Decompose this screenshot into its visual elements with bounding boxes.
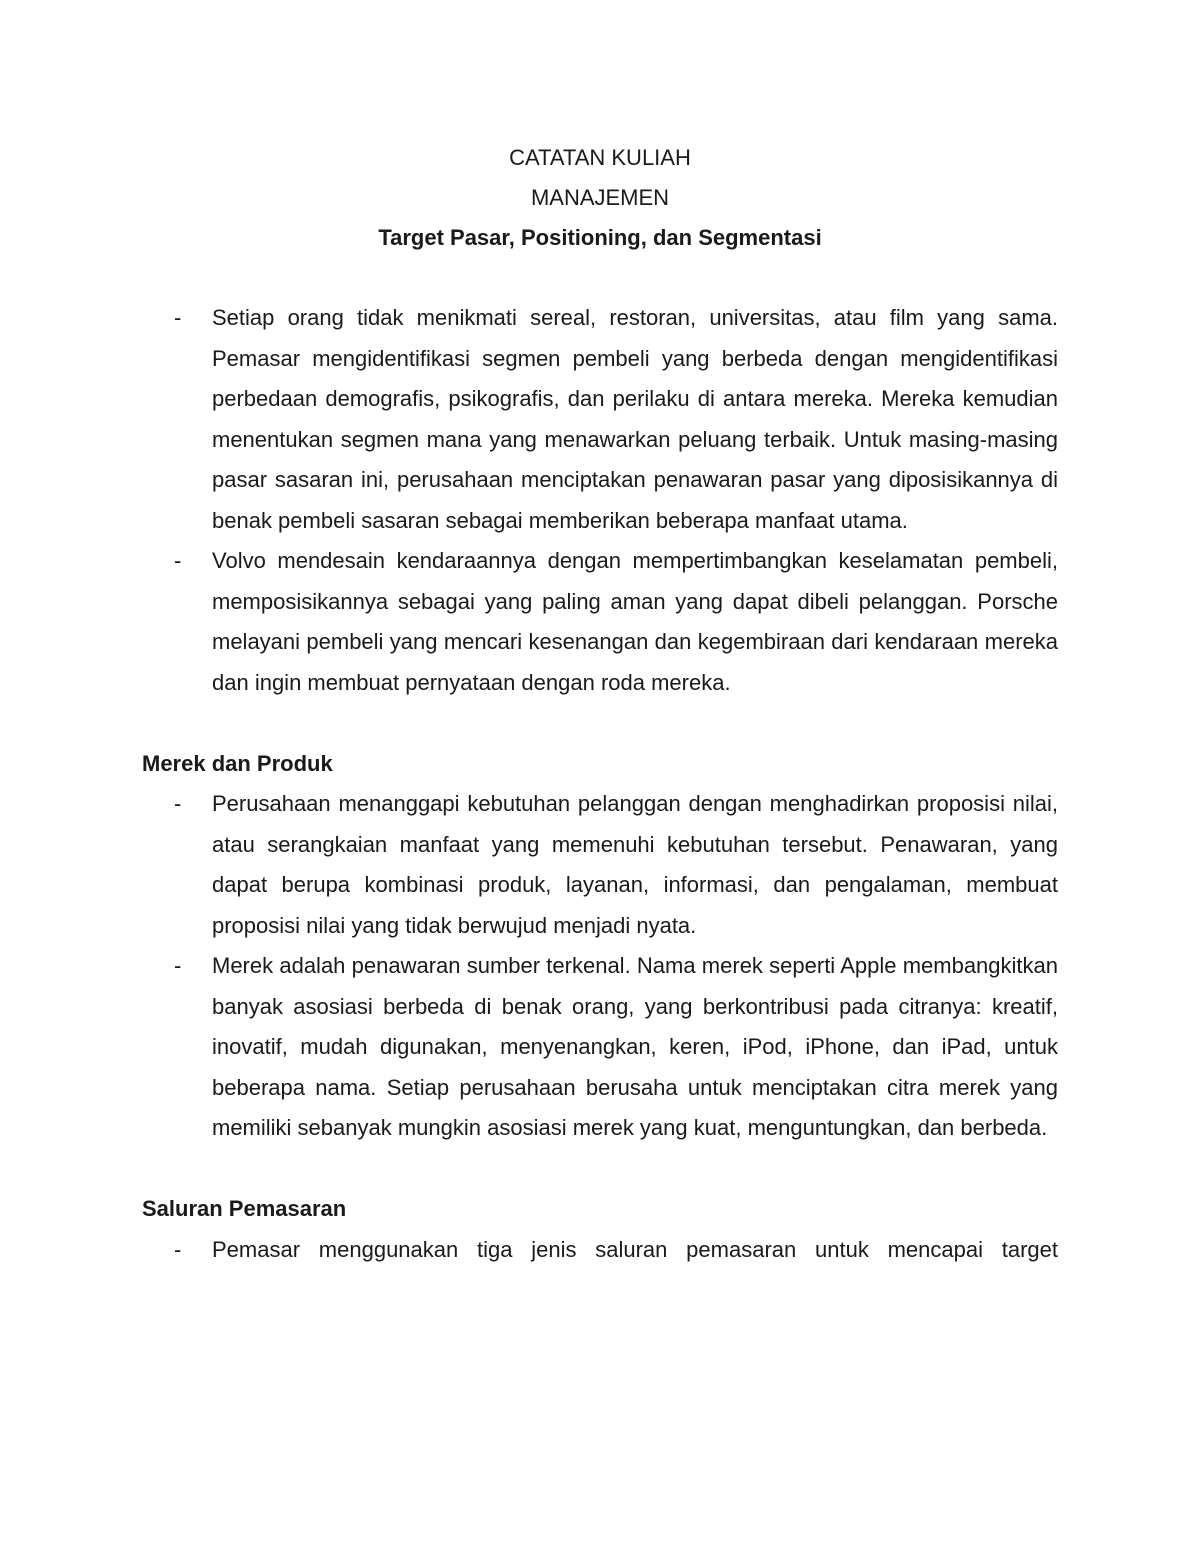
spacer — [142, 1149, 1058, 1190]
list-item — [142, 298, 1058, 541]
bullet-dash: - — [174, 548, 182, 573]
bullet-dash: - — [174, 1236, 182, 1262]
section-heading-saluran-pemasaran: Saluran Pemasaran — [142, 1196, 347, 1221]
title-line-2: MANAJEMEN — [530, 185, 670, 210]
section-heading-merek-dan-produk: Merek dan Produk — [142, 750, 333, 776]
spacer — [142, 703, 1058, 744]
list-item — [142, 1230, 1058, 1271]
bullet-dash: - — [174, 953, 182, 978]
list-item — [142, 541, 1058, 703]
paragraph-text: Merek adalah penawaran sumber terkenal. Nama merek seperti Apple membangkitkan banyak asosiasi berbeda di benak orang, yang berkontribusi pada citranya: kreatif, inovatif, mudah digunakan, menyenangkan, keren, iPod, iPhone, dan iPad, untuk beberapa nama. Setiap perusahaan berusaha untuk menciptakan citra merek yang memiliki sebanyak mungkin asosiasi merek yang kuat, menguntungkan, dan berbeda. — [212, 953, 1058, 1140]
list-item — [142, 784, 1058, 946]
paragraph-text: Setiap orang tidak menikmati sereal, restoran, universitas, atau film yang sama. Pemasar mengidentifikasi segmen pembeli yang berbeda dengan mengidentifikasi perbedaan demografis, psikografis, dan perilaku di antara mereka. Mereka kemudian menentukan segmen mana yang menawarkan peluang terbaik. Untuk masing-masing pasar sasaran ini, perusahaan menciptakan penawaran pasar yang diposisikannya di benak pembeli sasaran sebagai memberikan beberapa manfaat utama. — [212, 305, 1058, 533]
list-item — [142, 946, 1058, 1149]
document-title-block — [0, 138, 1200, 258]
title-line-1: CATATAN KULIAH — [509, 145, 691, 170]
document-body — [142, 298, 1058, 1270]
document-subtitle: Target Pasar, Positioning, dan Segmentasi — [378, 225, 822, 250]
paragraph-text: Perusahaan menanggapi kebutuhan pelanggan dengan menghadirkan proposisi nilai, atau serangkaian manfaat yang memenuhi kebutuhan tersebut. Penawaran, yang dapat berupa kombinasi produk, layanan, informasi, dan pengalaman, membuat proposisi nilai yang tidak berwujud menjadi nyata. — [212, 791, 1058, 938]
paragraph-text: Pemasar menggunakan tiga jenis saluran pemasaran untuk mencapai target — [212, 1236, 1058, 1262]
paragraph-text: Volvo mendesain kendaraannya dengan mempertimbangkan keselamatan pembeli, memposisikannya sebagai yang paling aman yang dapat dibeli pelanggan. Porsche melayani pembeli yang mencari kesenangan dan kegembiraan dari kendaraan mereka dan ingin membuat pernyataan dengan roda mereka. — [212, 548, 1058, 695]
bullet-dash: - — [174, 305, 182, 330]
bullet-dash: - — [174, 791, 182, 816]
